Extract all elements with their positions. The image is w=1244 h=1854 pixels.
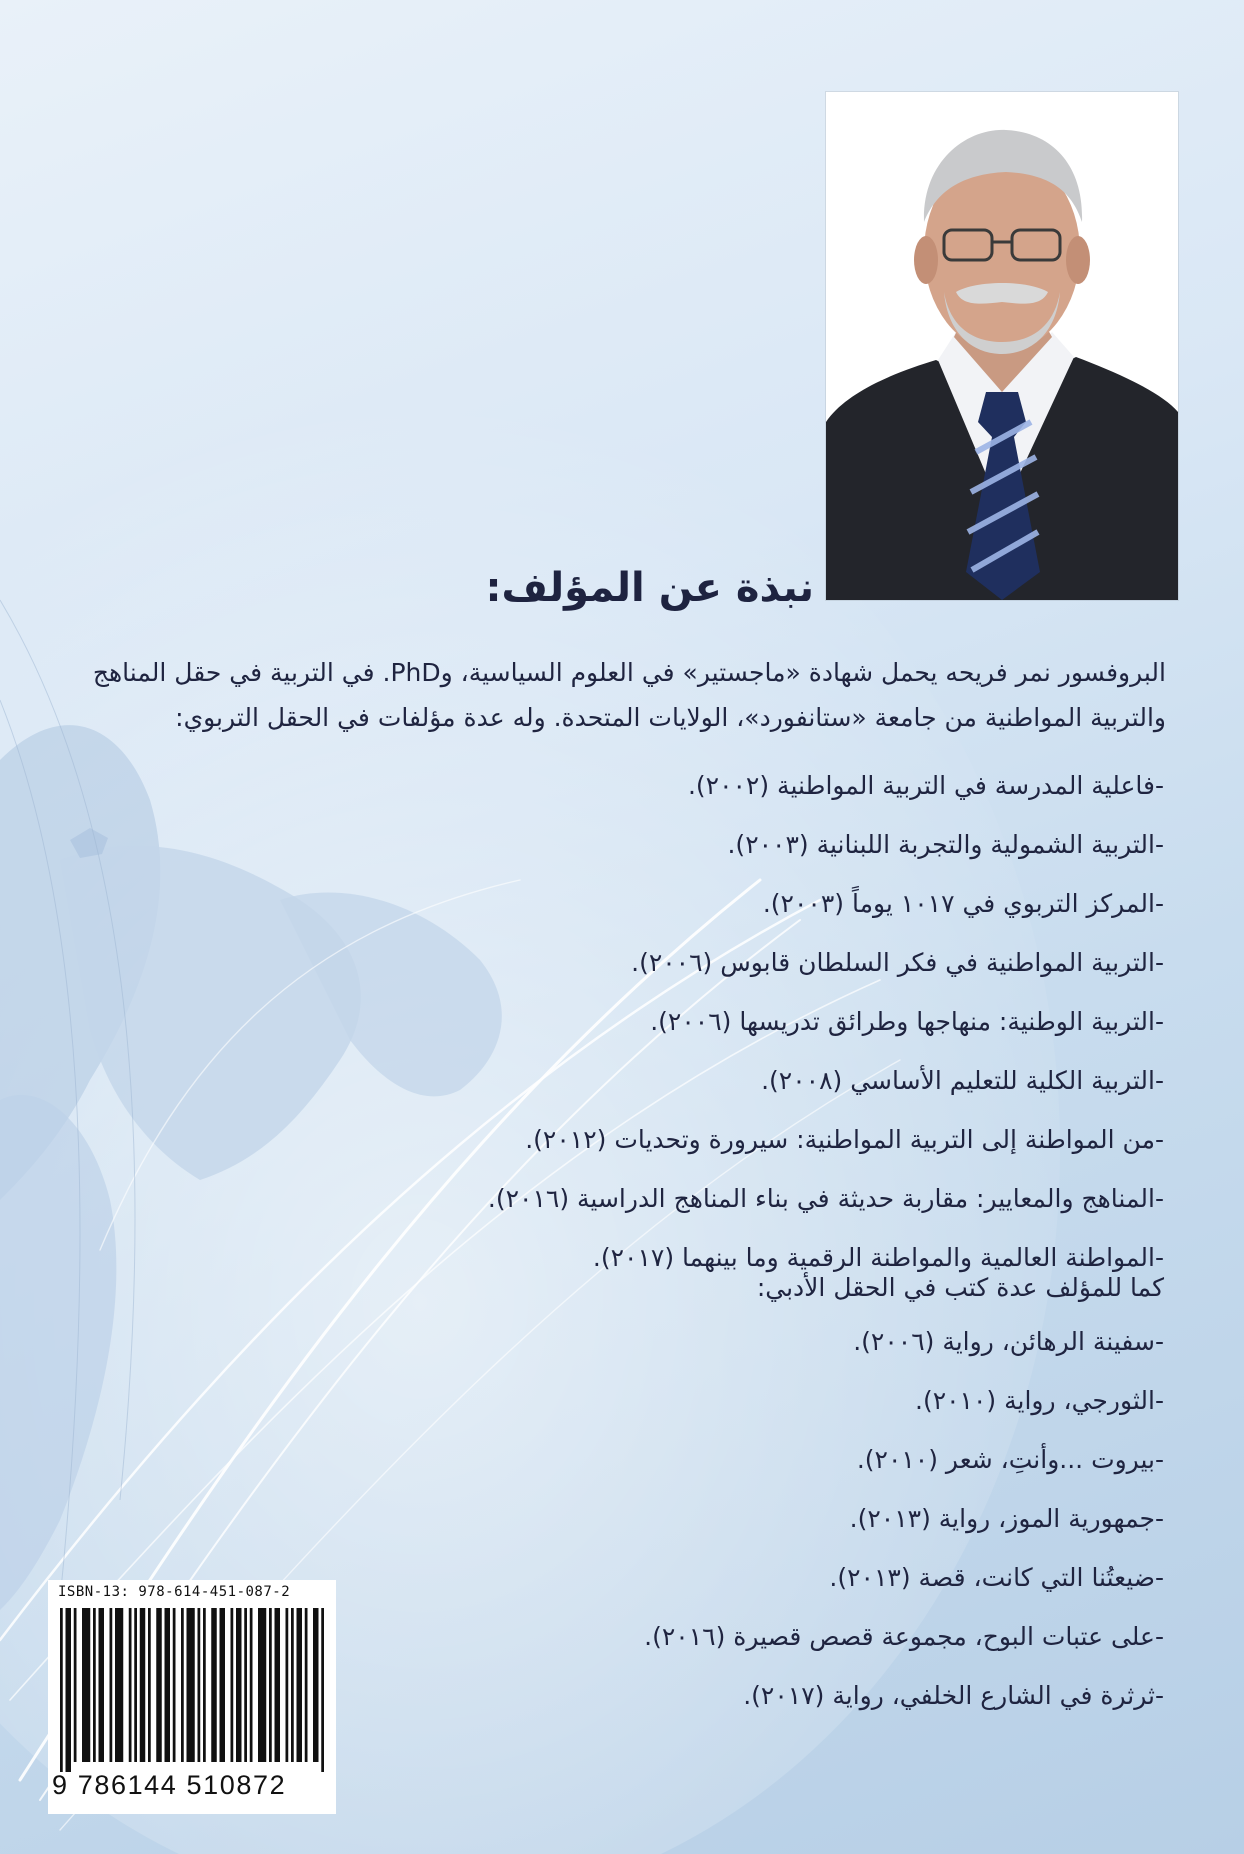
- list-item: -على عتبات البوح، مجموعة قصص قصيرة (٢٠١٦).: [644, 1622, 1164, 1651]
- about-author-heading: نبذة عن المؤلف:: [485, 565, 814, 611]
- list-item: -ثرثرة في الشارع الخلفي، رواية (٢٠١٧).: [743, 1681, 1164, 1710]
- bio-line: والتربية المواطنية من جامعة «ستانفورد»، الولايات المتحدة. وله عدة مؤلفات في الحقل التربوي:: [175, 703, 1166, 732]
- author-photo: [826, 92, 1178, 600]
- barcode-icon: [60, 1608, 324, 1772]
- barcode-digits: 9 786144 510872: [52, 1770, 287, 1800]
- list-item: -سفينة الرهائن، رواية (٢٠٠٦).: [853, 1327, 1164, 1356]
- list-item: -التربية الشمولية والتجربة اللبنانية (٢٠٠٣).: [727, 830, 1164, 859]
- list-item: -المناهج والمعايير: مقاربة حديثة في بناء المناهج الدراسية (٢٠١٦).: [487, 1184, 1164, 1213]
- list-item: -التربية الوطنية: منهاجها وطرائق تدريسها (٢٠٠٦).: [650, 1007, 1164, 1036]
- list-item: -من المواطنة إلى التربية المواطنية: سيرورة وتحديات (٢٠١٢).: [525, 1125, 1164, 1154]
- list-item: -فاعلية المدرسة في التربية المواطنية (٢٠٠٢).: [687, 771, 1164, 800]
- literary-intro: كما للمؤلف عدة كتب في الحقل الأدبي:: [756, 1273, 1164, 1302]
- list-item: -المركز التربوي في ١٠١٧ يوماً (٢٠٠٣).: [762, 889, 1164, 918]
- education-works-list: [164, 756, 1164, 1287]
- isbn-label: ISBN-13: 978-614-451-087-2: [58, 1584, 291, 1600]
- bio-line: البروفسور نمر فريحه يحمل شهادة «ماجستير» في العلوم السياسية، وPhD. في التربية في حقل المناهج: [92, 658, 1166, 687]
- list-item: -التربية المواطنية في فكر السلطان قابوس (٢٠٠٦).: [631, 948, 1164, 977]
- list-item: -التربية الكلية للتعليم الأساسي (٢٠٠٨).: [761, 1066, 1164, 1095]
- author-portrait-icon: [826, 92, 1178, 600]
- list-item: -المواطنة العالمية والمواطنة الرقمية وما بينهما (٢٠١٧).: [592, 1243, 1164, 1272]
- author-bio: [66, 650, 1166, 740]
- list-item: -بيروت ...وأنتِ، شعر (٢٠١٠).: [856, 1445, 1164, 1474]
- list-item: -الثورجي، رواية (٢٠١٠).: [915, 1386, 1164, 1415]
- list-item: -جمهورية الموز، رواية (٢٠١٣).: [849, 1504, 1164, 1533]
- list-item: -ضيعتُنا التي كانت، قصة (٢٠١٣).: [829, 1563, 1164, 1592]
- isbn-barcode: [48, 1580, 336, 1814]
